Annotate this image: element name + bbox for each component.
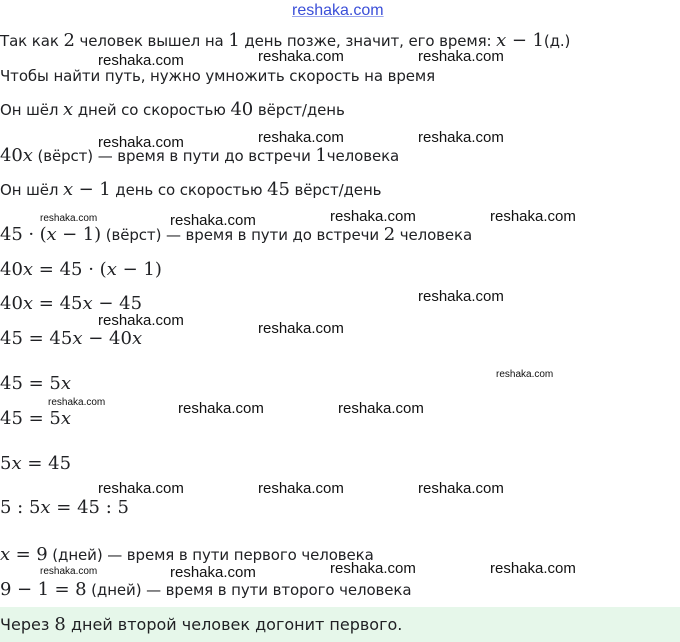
text-line-7: x = 9 (дней) — время в пути первого человека — [0, 544, 374, 565]
watermark: reshaka.com — [418, 288, 504, 305]
watermark: reshaka.com — [258, 480, 344, 497]
watermark: reshaka.com — [40, 566, 98, 577]
text-line-5: Он шёл x − 1 день со скоростью 45 вёрст/день — [0, 179, 382, 200]
watermark: reshaka.com — [40, 213, 98, 224]
equation-2: 40x = 45x − 45 — [0, 293, 143, 314]
equation-5: 45 = 5x — [0, 408, 72, 429]
watermark: reshaka.com — [490, 208, 576, 225]
watermark: reshaka.com — [258, 48, 344, 65]
equation-7: 5 : 5x = 45 : 5 — [0, 497, 129, 518]
watermark: reshaka.com — [330, 560, 416, 577]
answer-text: Через 8 дней второй человек догонит первого. — [0, 614, 403, 635]
watermark: reshaka.com — [98, 480, 184, 497]
watermark: reshaka.com — [178, 400, 264, 417]
watermark: reshaka.com — [258, 129, 344, 146]
equation-4: 45 = 5x — [0, 373, 72, 394]
text-line-6: 45 · (x − 1) (вёрст) — время в пути до встречи 2 человека — [0, 224, 473, 245]
text-line-4: 40x (вёрст) — время в пути до встречи 1человека — [0, 145, 400, 166]
equation-1: 40x = 45 · (x − 1) — [0, 259, 162, 280]
equation-6: 5x = 45 — [0, 453, 72, 474]
text-line-2: Чтобы найти путь, нужно умножить скорость на время — [0, 67, 436, 85]
watermark: reshaka.com — [418, 480, 504, 497]
text-line-3: Он шёл x дней со скоростью 40 вёрст/день — [0, 99, 345, 120]
watermark: reshaka.com — [170, 564, 256, 581]
text-line-1: Так как 2 человек вышел на 1 день позже, значит, его время: x − 1(д.) — [0, 30, 571, 51]
text-line-8: 9 − 1 = 8 (дней) — время в пути второго человека — [0, 579, 412, 600]
site-watermark[interactable]: reshaka.com — [292, 2, 384, 19]
watermark: reshaka.com — [338, 400, 424, 417]
watermark: reshaka.com — [330, 208, 416, 225]
watermark: reshaka.com — [258, 320, 344, 337]
watermark: reshaka.com — [418, 129, 504, 146]
watermark: reshaka.com — [418, 48, 504, 65]
watermark: reshaka.com — [98, 52, 184, 69]
watermark: reshaka.com — [98, 134, 184, 151]
watermark: reshaka.com — [48, 397, 106, 408]
equation-3: 45 = 45x − 40x — [0, 328, 143, 349]
watermark: reshaka.com — [490, 560, 576, 577]
watermark: reshaka.com — [496, 369, 554, 380]
watermark: reshaka.com — [170, 212, 256, 229]
watermark: reshaka.com — [98, 312, 184, 329]
